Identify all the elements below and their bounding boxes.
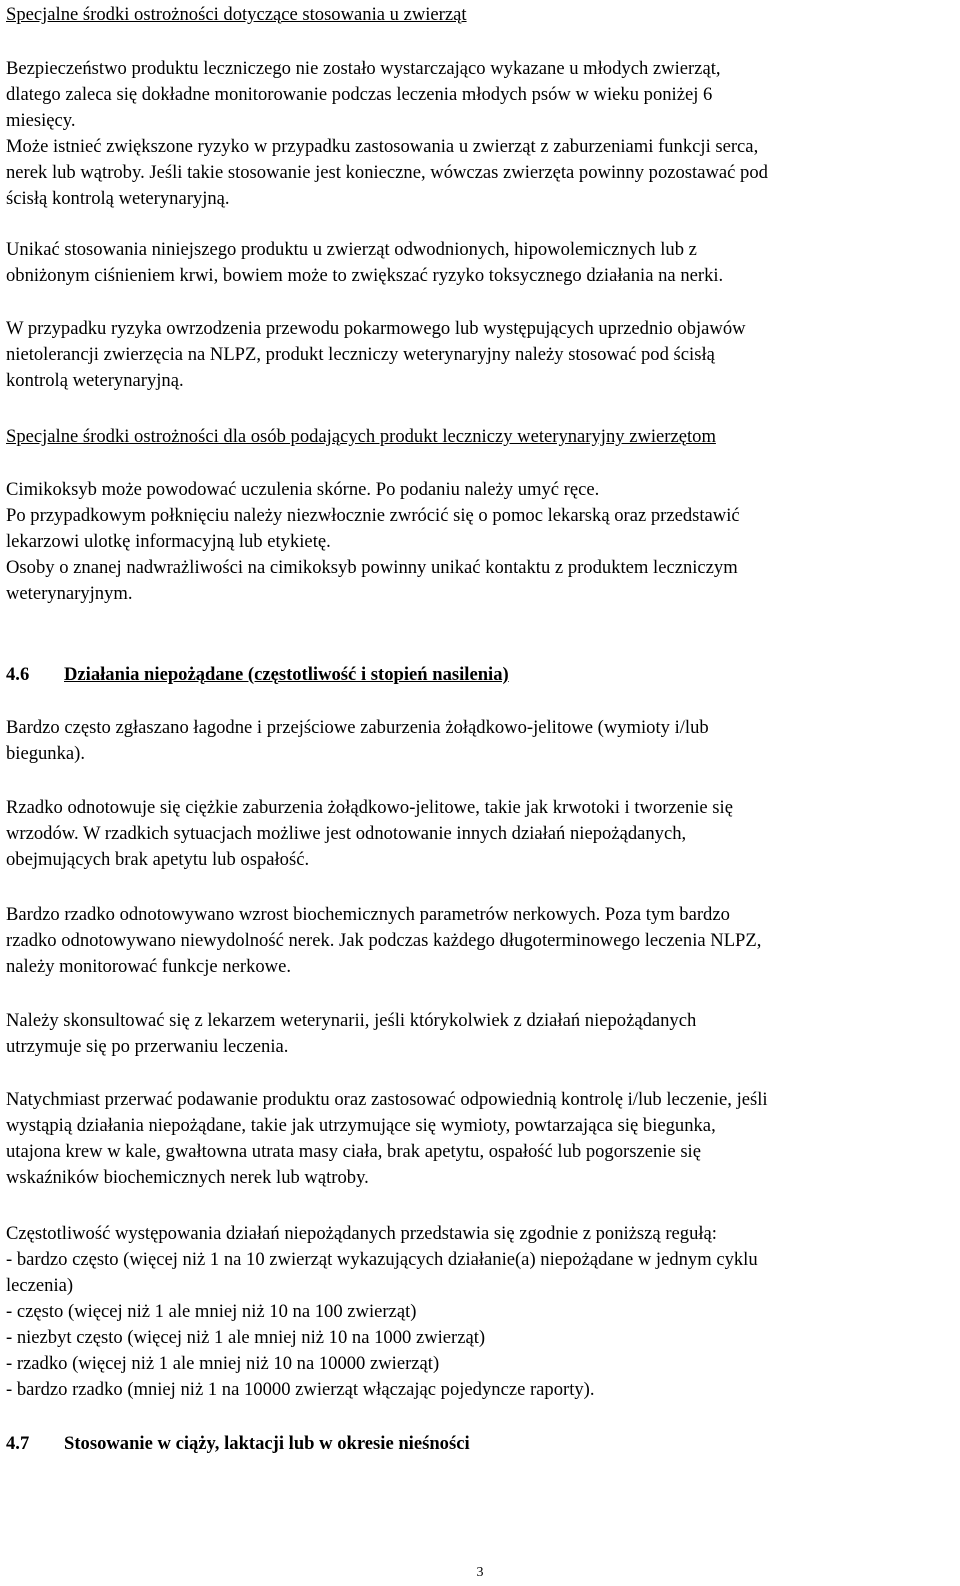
text-line: miesięcy. bbox=[6, 110, 76, 131]
list-item: - niezbyt często (więcej niż 1 ale mniej niż 10 na 1000 zwierząt) bbox=[6, 1327, 486, 1348]
section-number: 4.6 bbox=[6, 664, 30, 685]
text-line: lekarzowi ulotkę informacyjną lub etykietę. bbox=[6, 531, 331, 552]
paragraph-frequency bbox=[6, 1221, 950, 1403]
section-title: Działania niepożądane (częstotliwość i stopień nasilenia) bbox=[64, 664, 509, 685]
text-line: obejmujących brak apetytu lub ospałość. bbox=[6, 849, 310, 870]
text-line: utrzymuje się po przerwaniu leczenia. bbox=[6, 1036, 289, 1057]
text-line: W przypadku ryzyka owrzodzenia przewodu pokarmowego lub występujących uprzednio objawów bbox=[6, 318, 746, 339]
text-line: Unikać stosowania niniejszego produktu u zwierząt odwodnionych, hipowolemicznych lub z bbox=[6, 239, 697, 260]
section-4-6-heading bbox=[6, 662, 950, 688]
paragraph-gi-severe bbox=[6, 795, 950, 873]
text-line: obniżonym ciśnieniem krwi, bowiem może to zwiększać ryzyko toksycznego działania na nerki. bbox=[6, 265, 724, 286]
text-line: wrzodów. W rzadkich sytuacjach możliwe jest odnotowanie innych działań niepożądanych, bbox=[6, 823, 687, 844]
text-line: Bardzo często zgłaszano łagodne i przejściowe zaburzenia żołądkowo-jelitowe (wymioty i/lub bbox=[6, 717, 709, 738]
text-line: weterynaryjnym. bbox=[6, 583, 133, 604]
list-item: - bardzo często (więcej niż 1 na 10 zwierząt wykazujących działanie(a) niepożądane w jednym cyklu bbox=[6, 1249, 758, 1270]
section-number: 4.7 bbox=[6, 1433, 30, 1454]
paragraph-persons bbox=[6, 477, 950, 607]
text-line: Po przypadkowym połknięciu należy niezwłocznie zwrócić się o pomoc lekarską oraz przedstawić bbox=[6, 505, 740, 526]
text-line: nerek lub wątroby. Jeśli takie stosowanie jest konieczne, wówczas zwierzęta powinny pozostawać pod bbox=[6, 162, 768, 183]
paragraph-consult-vet bbox=[6, 1008, 950, 1060]
list-item-continuation: leczenia) bbox=[6, 1275, 74, 1296]
paragraph-gi-mild bbox=[6, 715, 950, 767]
text-line: dlatego zaleca się dokładne monitorowanie podczas leczenia młodych psów w wieku poniżej 6 bbox=[6, 84, 713, 105]
text-line: Bardzo rzadko odnotowywano wzrost biochemicznych parametrów nerkowych. Poza tym bardzo bbox=[6, 904, 730, 925]
paragraph-renal bbox=[6, 902, 950, 980]
text-line: Bezpieczeństwo produktu leczniczego nie zostało wystarczająco wykazane u młodych zwierząt, bbox=[6, 58, 721, 79]
heading-precautions-animals: Specjalne środki ostrożności dotyczące stosowania u zwierząt bbox=[6, 4, 467, 25]
paragraph-dehydrated-animals bbox=[6, 237, 950, 289]
text-line: nietolerancji zwierzęcia na NLPZ, produkt leczniczy weterynaryjny należy stosować pod ścisłą bbox=[6, 344, 715, 365]
text-line: Należy skonsultować się z lekarzem weterynarii, jeśli którykolwiek z działań niepożądanych bbox=[6, 1010, 697, 1031]
paragraph-gi-ulceration bbox=[6, 316, 950, 394]
paragraph-stop-treatment bbox=[6, 1087, 950, 1191]
text-line: Może istnieć zwiększone ryzyko w przypadku zastosowania u zwierząt z zaburzeniami funkcji serca, bbox=[6, 136, 759, 157]
text-line: ścisłą kontrolą weterynaryjną. bbox=[6, 188, 230, 209]
list-item: - rzadko (więcej niż 1 ale mniej niż 10 na 10000 zwierząt) bbox=[6, 1353, 440, 1374]
text-line: utajona krew w kale, gwałtowna utrata masy ciała, brak apetytu, ospałość lub pogorszenie się bbox=[6, 1141, 701, 1162]
text-line: Natychmiast przerwać podawanie produktu oraz zastosować odpowiednią kontrolę i/lub leczenie, jeśli bbox=[6, 1089, 768, 1110]
section-4-7-heading bbox=[6, 1431, 950, 1457]
list-item: - bardzo rzadko (mniej niż 1 na 10000 zwierząt włączając pojedyncze raporty). bbox=[6, 1379, 595, 1400]
text-line: wskaźników biochemicznych nerek lub wątroby. bbox=[6, 1167, 369, 1188]
text-line: Częstotliwość występowania działań niepożądanych przedstawia się zgodnie z poniższą regułą: bbox=[6, 1223, 717, 1244]
section-title: Stosowanie w ciąży, laktacji lub w okresie nieśności bbox=[64, 1433, 470, 1454]
text-line: kontrolą weterynaryjną. bbox=[6, 370, 184, 391]
text-line: wystąpią działania niepożądane, takie jak utrzymujące się wymioty, powtarzająca się biegunka, bbox=[6, 1115, 716, 1136]
text-line: Rzadko odnotowuje się ciężkie zaburzenia żołądkowo-jelitowe, takie jak krwotoki i tworzenie się bbox=[6, 797, 733, 818]
page-number: 3 bbox=[476, 1565, 484, 1580]
text-line: Cimikoksyb może powodować uczulenia skórne. Po podaniu należy umyć ręce. bbox=[6, 479, 600, 500]
text-line: należy monitorować funkcje nerkowe. bbox=[6, 956, 291, 977]
heading-precautions-persons: Specjalne środki ostrożności dla osób podających produkt leczniczy weterynaryjny zwierzętom bbox=[6, 426, 716, 447]
list-item: - często (więcej niż 1 ale mniej niż 10 na 100 zwierząt) bbox=[6, 1301, 417, 1322]
text-line: rzadko odnotowywano niewydolność nerek. Jak podczas każdego długoterminowego leczenia NLPZ, bbox=[6, 930, 762, 951]
text-line: biegunka). bbox=[6, 743, 85, 764]
paragraph-animals-safety bbox=[6, 56, 950, 212]
text-line: Osoby o znanej nadwrażliwości na cimikoksyb powinny unikać kontaktu z produktem leczniczym bbox=[6, 557, 738, 578]
